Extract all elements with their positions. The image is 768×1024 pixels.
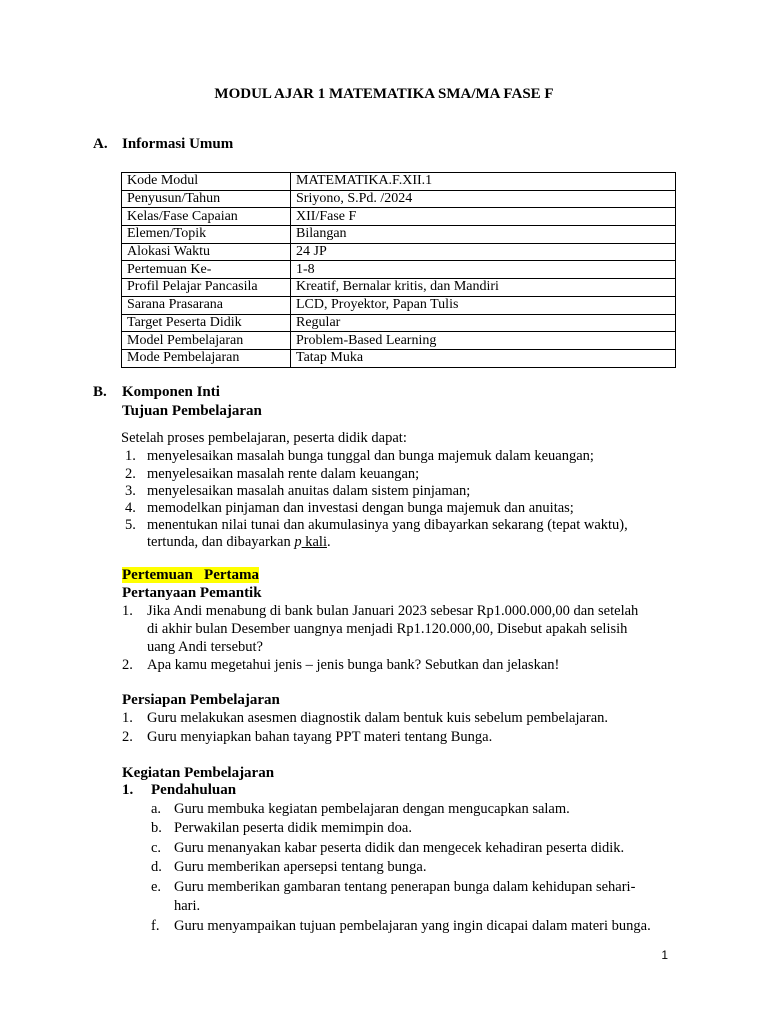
table-value: 24 JP <box>291 243 676 261</box>
kegiatan-heading: Kegiatan Pembelajaran <box>122 765 275 781</box>
list-item <box>125 482 136 500</box>
section-b-heading <box>93 384 393 404</box>
table-row <box>122 226 676 244</box>
list-number: 5. <box>125 517 136 533</box>
table-value: 1-8 <box>291 261 676 279</box>
table-value: Tatap Muka <box>291 349 676 367</box>
table-key: Elemen/Topik <box>122 226 291 244</box>
list-number: 2. <box>122 729 133 745</box>
tujuan-intro: Setelah proses pembelajaran, peserta didik dapat: <box>121 430 407 446</box>
question-text: uang Andi tersebut? <box>147 639 263 655</box>
list-item-text: Guru membuka kegiatan pembelajaran dengan mengucapkan salam. <box>174 801 570 817</box>
table-value: Regular <box>291 314 676 332</box>
section-letter: B. <box>93 384 107 400</box>
table-row <box>122 332 676 350</box>
pendahuluan-number: 1. <box>122 782 134 798</box>
pertanyaan-heading: Pertanyaan Pemantik <box>122 585 262 601</box>
section-title: Komponen Inti <box>122 384 220 400</box>
list-item-continuation: hari. <box>174 898 201 914</box>
table-key: Alokasi Waktu <box>122 243 291 261</box>
period: . <box>326 534 331 550</box>
list-item-text: Guru memberikan gambaran tentang penerapan bunga dalam kehidupan sehari- <box>174 879 636 895</box>
underlined-text: kali <box>301 534 327 550</box>
table-key: Mode Pembelajaran <box>122 349 291 367</box>
table-row <box>122 173 676 191</box>
table-key: Kelas/Fase Capaian <box>122 208 291 226</box>
list-number: 3. <box>125 483 136 499</box>
continuation-text: tertunda, dan dibayarkan <box>147 534 295 550</box>
list-letter: c. <box>151 840 162 856</box>
list-item <box>125 516 136 534</box>
list-number: 2. <box>125 466 136 482</box>
table-row <box>122 261 676 279</box>
table-row <box>122 279 676 297</box>
list-item-text: menyelesaikan masalah bunga tunggal dan bunga majemuk dalam keuangan; <box>147 448 594 464</box>
list-letter: f. <box>151 918 160 934</box>
list-number: 4. <box>125 500 136 516</box>
list-item-text: memodelkan pinjaman dan investasi dengan bunga majemuk dan anuitas; <box>147 500 574 516</box>
table-row <box>122 314 676 332</box>
section-letter: A. <box>93 136 108 152</box>
table-key: Kode Modul <box>122 173 291 191</box>
table-value: Sriyono, S.Pd. /2024 <box>291 190 676 208</box>
table-key: Target Peserta Didik <box>122 314 291 332</box>
list-item-text: menentukan nilai tunai dan akumulasinya yang dibayarkan sekarang (tepat waktu), <box>147 517 628 533</box>
table-key: Penyusun/Tahun <box>122 190 291 208</box>
list-item <box>125 447 136 465</box>
persiapan-heading: Persiapan Pembelajaran <box>122 692 280 708</box>
list-item <box>125 499 136 517</box>
table-row <box>122 190 676 208</box>
table-row <box>122 243 676 261</box>
table-key: Sarana Prasarana <box>122 296 291 314</box>
section-title: Informasi Umum <box>122 136 234 152</box>
list-item-text: Guru melakukan asesmen diagnostik dalam bentuk kuis sebelum pembelajaran. <box>147 710 609 726</box>
list-letter: b. <box>151 820 162 836</box>
list-item-continuation <box>147 533 331 551</box>
list-item-text: Guru memberikan apersepsi tentang bunga. <box>174 859 427 875</box>
table-value: Bilangan <box>291 226 676 244</box>
table-value: MATEMATIKA.F.XII.1 <box>291 173 676 191</box>
table-value: XII/Fase F <box>291 208 676 226</box>
tujuan-heading: Tujuan Pembelajaran <box>122 403 262 419</box>
question-text: di akhir bulan Desember uangnya menjadi Rp1.120.000,00, Disebut apakah selisih <box>147 621 628 637</box>
list-number: 1. <box>125 448 136 464</box>
pertemuan-heading <box>122 566 259 584</box>
info-table <box>121 172 676 368</box>
list-item-text: Guru menanyakan kabar peserta didik dan mengecek kehadiran peserta didik. <box>174 840 625 856</box>
list-item-text: Guru menyampaikan tujuan pembelajaran yang ingin dicapai dalam materi bunga. <box>174 918 651 934</box>
table-value: Problem-Based Learning <box>291 332 676 350</box>
table-key: Pertemuan Ke- <box>122 261 291 279</box>
list-item-text: Perwakilan peserta didik memimpin doa. <box>174 820 412 836</box>
section-a-heading <box>93 136 393 156</box>
highlighted-heading: Pertemuan Pertama <box>122 567 260 583</box>
page-number: 1 <box>661 948 668 962</box>
list-letter: e. <box>151 879 162 895</box>
question-number: 2. <box>122 657 133 673</box>
pendahuluan-heading: Pendahuluan <box>151 782 237 798</box>
question-text: Apa kamu megetahui jenis – jenis bunga bank? Sebutkan dan jelaskan! <box>147 657 560 673</box>
question-text: Jika Andi menabung di bank bulan Januari 2023 sebesar Rp1.000.000,00 dan setelah <box>147 603 639 619</box>
table-key: Model Pembelajaran <box>122 332 291 350</box>
question-number: 1. <box>122 603 133 619</box>
list-letter: d. <box>151 859 162 875</box>
list-item <box>125 465 136 483</box>
page-title: MODUL AJAR 1 MATEMATIKA SMA/MA FASE F <box>214 86 554 102</box>
list-item-text: menyelesaikan masalah rente dalam keuangan; <box>147 466 420 482</box>
table-value: Kreatif, Bernalar kritis, dan Mandiri <box>291 279 676 297</box>
variable-p: p <box>294 534 302 550</box>
table-key: Profil Pelajar Pancasila <box>122 279 291 297</box>
list-letter: a. <box>151 801 162 817</box>
list-item-text: menyelesaikan masalah anuitas dalam sistem pinjaman; <box>147 483 471 499</box>
table-row <box>122 296 676 314</box>
list-number: 1. <box>122 710 133 726</box>
table-row <box>122 208 676 226</box>
table-value: LCD, Proyektor, Papan Tulis <box>291 296 676 314</box>
list-item-text: Guru menyiapkan bahan tayang PPT materi tentang Bunga. <box>147 729 493 745</box>
table-row <box>122 349 676 367</box>
